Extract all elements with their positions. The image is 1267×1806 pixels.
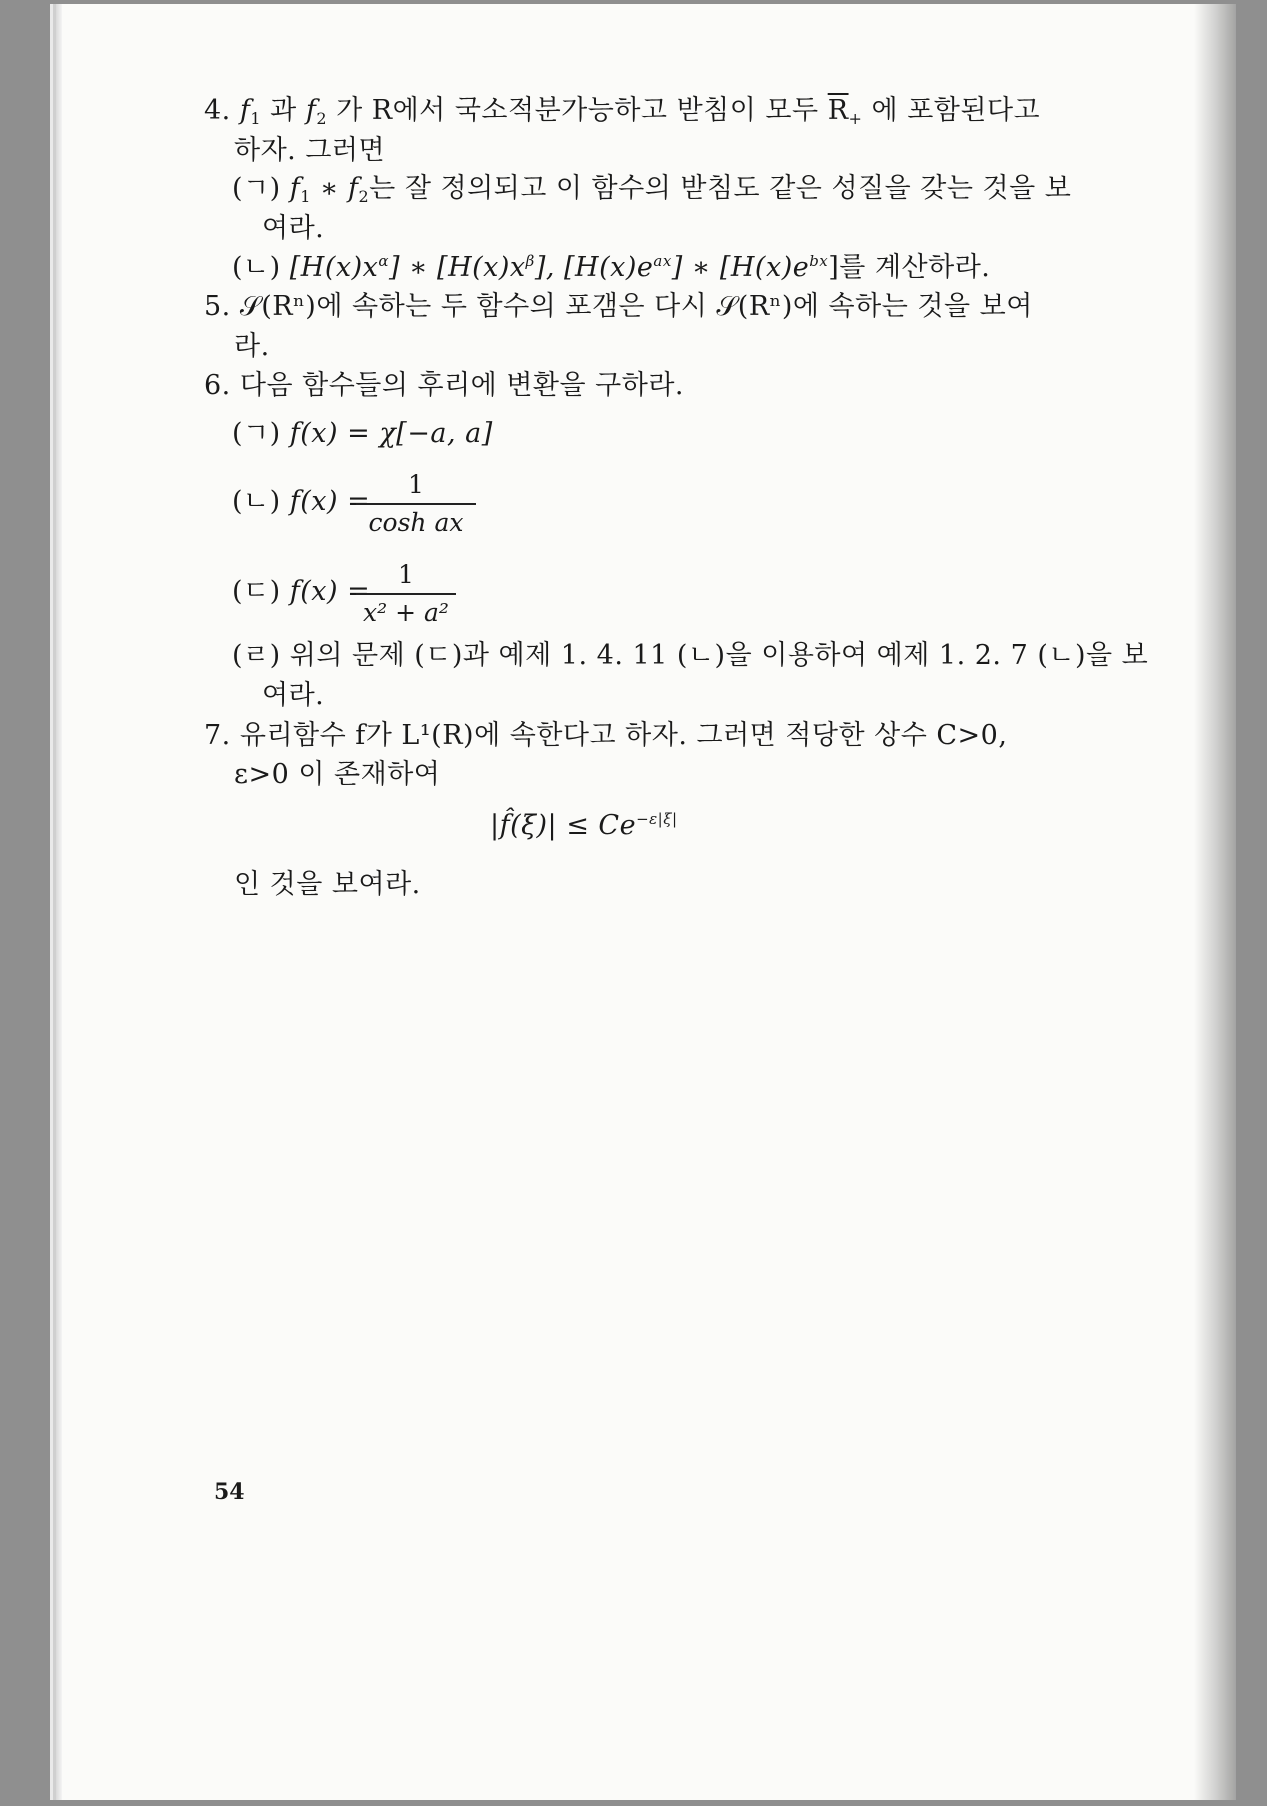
- fraction-denominator: x² + a²: [363, 598, 449, 627]
- problem-6-line: [204, 372, 684, 399]
- problem-6a-line: [232, 420, 493, 447]
- fraction-numerator: 1: [408, 470, 424, 499]
- problem-6-text: 다음 함수들의 후리에 변환을 구하라.: [239, 370, 685, 401]
- problem-5-text: 𝒮(Rⁿ)에 속하는 두 함수의 포갬은 다시 𝒮(Rⁿ)에 속하는 것을 보여: [239, 291, 1033, 322]
- problem-5-line-1: [204, 293, 1033, 320]
- problem-4a-label: (ㄱ): [232, 173, 281, 204]
- r-bar-symbol: $\overline{R}$: [827, 95, 849, 126]
- problem-5-line-2: 라.: [234, 331, 270, 362]
- problem-6c-fraction: [356, 562, 456, 625]
- page-edge-shadow: [1194, 4, 1236, 1800]
- problem-7-line-2: ε>0 이 존재하여: [234, 759, 441, 790]
- expr-part-3: ], [H(x)e: [534, 252, 654, 283]
- page-number: 54: [214, 1479, 245, 1505]
- problem-6c-line: [232, 578, 370, 605]
- problem-6d-label: (ㄹ): [232, 640, 281, 671]
- fraction-denominator: cosh ax: [368, 508, 464, 537]
- expr-part-5: ]를 계산하라.: [828, 252, 991, 283]
- problem-4a-text: 는 잘 정의되고 이 함수의 받침도 같은 성질을 갖는 것을 보: [369, 173, 1072, 204]
- exponent-alpha: α: [378, 252, 389, 270]
- problem-7-formula: [490, 812, 678, 839]
- f2-subscript: 2: [316, 109, 328, 128]
- problem-6b-fraction: [356, 472, 476, 535]
- formula-exponent: −ε|ξ|: [636, 810, 678, 828]
- problem-6a-label: (ㄱ): [232, 418, 281, 449]
- page-spine: [56, 4, 62, 1800]
- problem-6d-text: 위의 문제 (ㄷ)과 예제 1. 4. 11 (ㄴ)을 이용하여 예제 1. 2. 7 (ㄴ)을 보: [289, 640, 1149, 671]
- problem-6a-formula: f(x) = χ[−a, a]: [289, 418, 493, 449]
- problem-6c-label: (ㄷ): [232, 576, 281, 607]
- f1-symbol: f: [239, 95, 251, 126]
- exponent-bx: bx: [809, 252, 829, 270]
- f1-symbol: f: [289, 173, 301, 204]
- problem-6d-line-2: 여라.: [262, 680, 325, 711]
- fraction-numerator: 1: [398, 560, 414, 589]
- f2-subscript: 2: [358, 187, 370, 206]
- r-plus-subscript: +: [848, 109, 863, 128]
- formula-main: |f̂(ξ)| ≤ Ce: [490, 810, 637, 841]
- f1-subscript: 1: [300, 187, 311, 206]
- convolution-star: ∗: [310, 173, 348, 204]
- expr-part-2: ] ∗ [H(x)x: [389, 252, 526, 283]
- problem-4-line-2: 하자. 그러면: [234, 135, 386, 166]
- problem-7-line-3: 인 것을 보여라.: [234, 869, 421, 900]
- problem-4a-line-1: [232, 175, 1071, 205]
- problem-7-text: 유리함수 f가 L¹(R)에 속한다고 하자. 그러면 적당한 상수 C>0,: [239, 720, 1008, 751]
- problem-4b-line: [232, 254, 990, 281]
- exponent-beta: β: [525, 252, 535, 270]
- problem-4b-label: (ㄴ): [232, 252, 281, 283]
- problem-7-line-1: [204, 722, 1007, 749]
- expr-part-4: ] ∗ [H(x)e: [671, 252, 810, 283]
- problem-4-line-1: [204, 97, 1040, 127]
- problem-6-number: 6.: [204, 370, 231, 401]
- book-page: [56, 4, 1236, 1800]
- problem-4a-line-2: 여라.: [262, 213, 325, 244]
- problem-6c-lhs: f(x) =: [289, 576, 371, 607]
- expr-part-1: [H(x)x: [289, 252, 379, 283]
- problem-4-number: 4.: [204, 95, 231, 126]
- f2-symbol: f: [305, 95, 317, 126]
- problem-4-text-c: 에 포함된다고: [871, 95, 1041, 126]
- f1-subscript: 1: [250, 109, 262, 128]
- problem-4-text-a: 과: [270, 95, 297, 126]
- problem-6b-label: (ㄴ): [232, 486, 281, 517]
- problem-6b-line: [232, 488, 370, 515]
- exponent-ax: ax: [653, 252, 672, 270]
- problem-7-number: 7.: [204, 720, 231, 751]
- problem-6b-lhs: f(x) =: [289, 486, 371, 517]
- f2-symbol: f: [347, 173, 359, 204]
- problem-4-text-b: 가 R에서 국소적분가능하고 받침이 모두: [336, 95, 819, 126]
- problem-5-number: 5.: [204, 291, 231, 322]
- problem-6d-line-1: [232, 642, 1148, 669]
